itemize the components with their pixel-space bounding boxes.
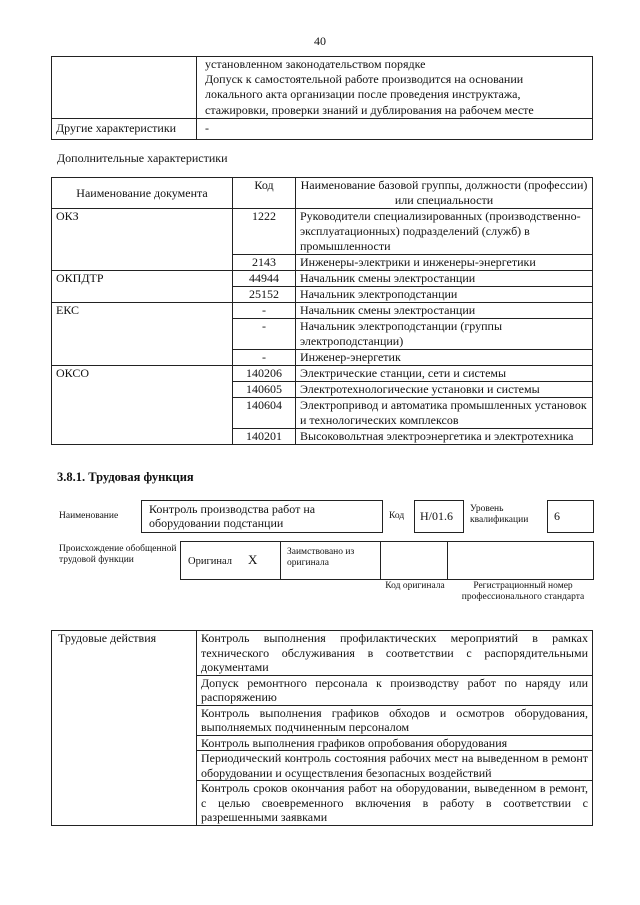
function-code-box bbox=[414, 500, 464, 533]
header-document: Наименование документа bbox=[52, 178, 233, 209]
name-label: Наименование bbox=[59, 511, 119, 521]
table-row bbox=[52, 118, 593, 139]
other-characteristics-label: Другие характеристики bbox=[52, 118, 197, 139]
labor-action-item: Контроль выполнения графиков обходов и осмотров оборудования, выполняемых подчиненным персоналом bbox=[197, 705, 593, 735]
function-name-box bbox=[141, 500, 383, 533]
borrowed-label: Заимствовано из оригинала bbox=[287, 547, 355, 568]
origin-box bbox=[180, 541, 594, 580]
table-row: 2143 Инженеры-электрики и инженеры-энергетики bbox=[52, 255, 593, 271]
continuation-text: установленном законодательством порядке Допуск к самостоятельной работе производится на основании локального акта организации после проведения инструктажа, стажировки, проверки знаний и дублирования на рабочем месте bbox=[197, 57, 593, 119]
table-row: - Начальник электроподстанции (группы электроподстанции) bbox=[52, 319, 593, 350]
labor-action-item: Периодический контроль состояния рабочих мест на выведенном в ремонт оборудовании и осуществления безопасных воздействий bbox=[197, 751, 593, 781]
table-row bbox=[52, 57, 593, 119]
table-row: ЕКС - Начальник смены электростанции bbox=[52, 303, 593, 319]
code-original-label: Код оригинала bbox=[385, 581, 445, 591]
labor-action-item: Контроль выполнения графиков опробования оборудования bbox=[197, 735, 593, 751]
labor-actions-label: Трудовые действия bbox=[52, 631, 197, 826]
original-label: Оригинал bbox=[188, 556, 232, 567]
table-header-row bbox=[52, 178, 593, 209]
reg-number-label: Регистрационный номер профессионального стандарта bbox=[461, 581, 585, 602]
table-row: ОКПДТР 44944 Начальник смены электростанции bbox=[52, 271, 593, 287]
other-characteristics-value: - bbox=[197, 118, 593, 139]
code-label: Код bbox=[389, 511, 405, 521]
labor-function-heading: 3.8.1. Трудовая функция bbox=[57, 470, 194, 484]
additional-characteristics-heading: Дополнительные характеристики bbox=[57, 151, 228, 165]
table-row: 140604 Электропривод и автоматика промышленных установок и технологических комплексов bbox=[52, 398, 593, 429]
level-value: 6 bbox=[554, 509, 560, 523]
function-code-value: H/01.6 bbox=[420, 509, 453, 523]
page-number: 40 bbox=[314, 34, 326, 48]
table-row: 140605 Электротехнологические установки и системы bbox=[52, 382, 593, 398]
header-name: Наименование базовой группы, должности (профессии) или специальности bbox=[296, 178, 593, 209]
level-box bbox=[547, 500, 594, 533]
table-row: 25152 Начальник электроподстанции bbox=[52, 287, 593, 303]
table-row: ОКСО 140206 Электрические станции, сети и системы bbox=[52, 366, 593, 382]
table-row: - Инженер-энергетик bbox=[52, 350, 593, 366]
table-row: 140201 Высоковольтная электроэнергетика и электротехника bbox=[52, 429, 593, 445]
table-row: ОКЗ 1222 Руководители специализированных (производственно-эксплуатационных) подразделений (служб) в промышленности bbox=[52, 209, 593, 255]
origin-label: Происхождение обобщенной трудовой функции bbox=[59, 544, 177, 565]
labor-actions-table bbox=[51, 630, 593, 826]
function-name-value: Контроль производства работ на оборудовании подстанции bbox=[149, 502, 316, 530]
original-mark: X bbox=[248, 552, 258, 567]
characteristics-table bbox=[51, 56, 593, 140]
table-row bbox=[52, 631, 593, 676]
additional-characteristics-table bbox=[51, 177, 593, 445]
labor-action-item: Контроль сроков окончания работ на оборудовании, выведенном в ремонт, с целью своевременного включения в работу в соответствии с разрешенными заявками bbox=[197, 781, 593, 826]
labor-action-item: Контроль выполнения профилактических мероприятий в рамках технического обслуживания в соответствии с распорядительными документами bbox=[197, 631, 593, 676]
labor-action-item: Допуск ремонтного персонала к производству работ по наряду или распоряжению bbox=[197, 675, 593, 705]
header-code: Код bbox=[233, 178, 296, 209]
level-label: Уровень квалификации bbox=[470, 504, 529, 525]
